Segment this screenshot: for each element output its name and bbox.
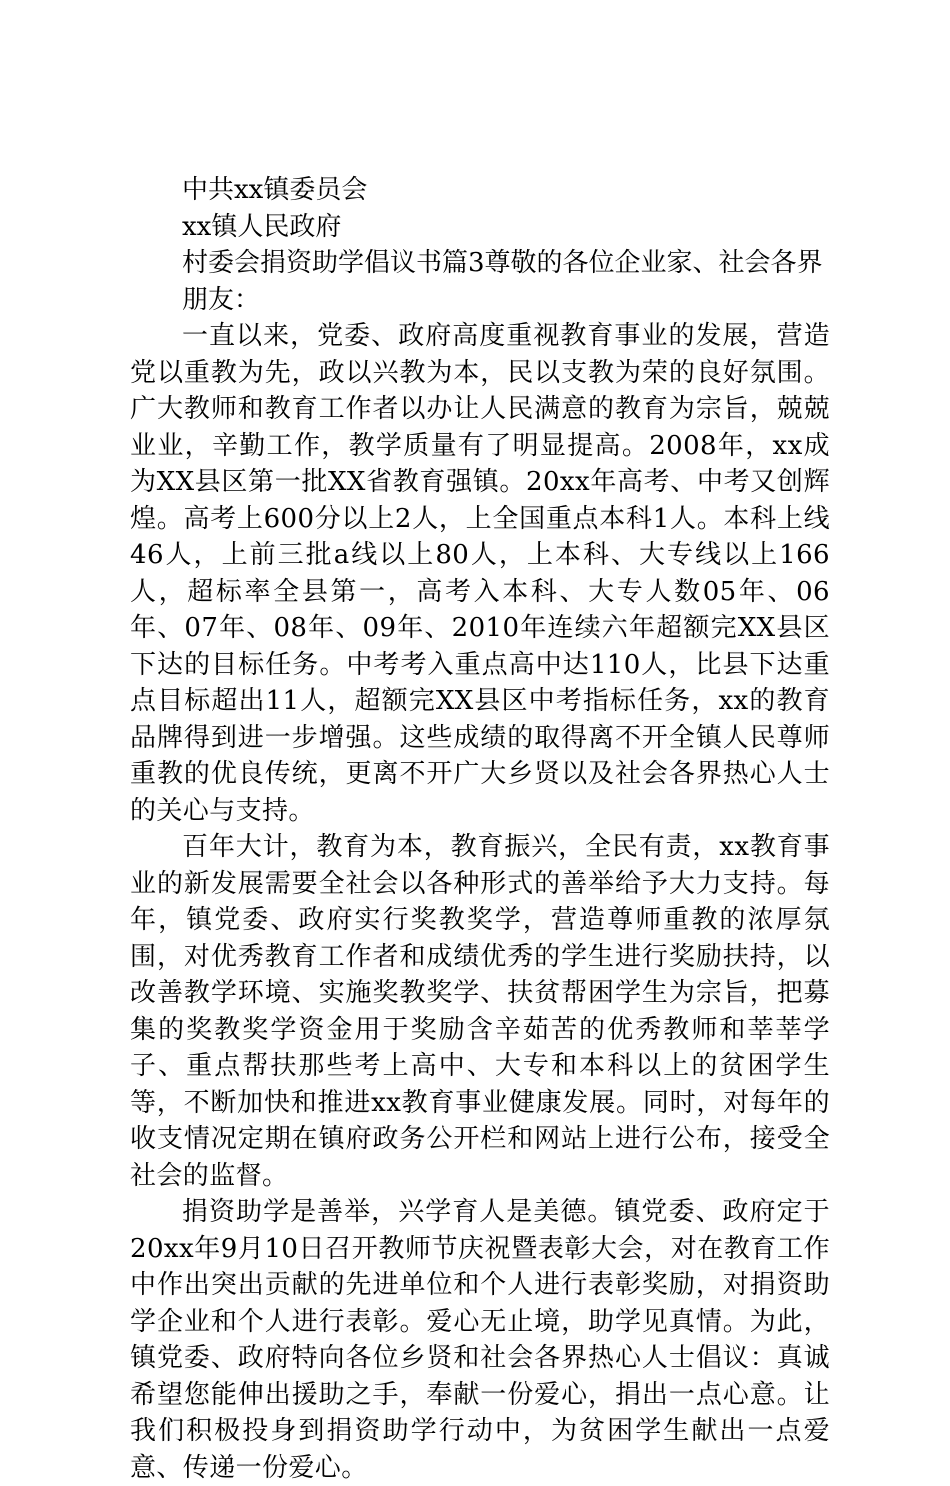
header-line-party-committee: 中共xx镇委员会: [182, 175, 368, 205]
document-body: [130, 172, 830, 1486]
paragraph-1: 一直以来，党委、政府高度重视教育事业的发展，营造党以重教为先，政以兴教为本，民以支教为荣的良好氛围。广大教师和教育工作者以办让人民满意的教育为宗旨，兢兢业业，辛勤工作，教学质量有了明显提高。2008年，xx成为XX县区第一批XX省教育强镇。20xx年高考、中考又创辉煌。高考上600分以上2人，上全国重点本科1人。本科上线46人，上前三批a线以上80人，上本科、大专线以上166人，超标率全县第一，高考入本科、大专人数05年、06年、07年、08年、09年、2010年连续六年超额完XX县区下达的目标任务。中考考入重点高中达110人，比县下达重点目标超出11人，超额完XX县区中考指标任务，xx的教育品牌得到进一步增强。这些成绩的取得离不开全镇人民尊师重教的优良传统，更离不开广大乡贤以及社会各界热心人士的关心与支持。: [130, 321, 830, 826]
header-line-town-government: xx镇人民政府: [182, 211, 342, 242]
header-line-salutation: 朋友：: [182, 284, 261, 315]
paragraph-2: 百年大计，教育为本，教育振兴，全民有责，xx教育事业的新发展需要全社会以各种形式的善举给予大力支持。每年，镇党委、政府实行奖教奖学，营造尊师重教的浓厚氛围，对优秀教育工作者和成绩优秀的学生进行奖励扶持，以改善教学环境、实施奖教奖学、扶贫帮困学生为宗旨，把募集的奖教奖学资金用于奖励含辛茹苦的优秀教师和莘莘学子、重点帮扶那些考上高中、大专和本科以上的贫困学生等，不断加快和推进xx教育事业健康发展。同时，对每年的收支情况定期在镇府政务公开栏和网站上进行公布，接受全社会的监督。: [130, 832, 830, 1191]
paragraph-3: 捐资助学是善举，兴学育人是美德。镇党委、政府定于20xx年9月10日召开教师节庆祝暨表彰大会，对在教育工作中作出突出贡献的先进单位和个人进行表彰奖励，对捐资助学企业和个人进行表彰。爱心无止境，助学见真情。为此，镇党委、政府特向各位乡贤和社会各界热心人士倡议：真诚希望您能伸出援助之手，奉献一份爱心，捐出一点心意。让我们积极投身到捐资助学行动中，为贫困学生献出一点爱意、传递一份爱心。: [130, 1197, 830, 1483]
header-line-title: 村委会捐资助学倡议书篇3尊敬的各位企业家、社会各界: [182, 248, 823, 278]
